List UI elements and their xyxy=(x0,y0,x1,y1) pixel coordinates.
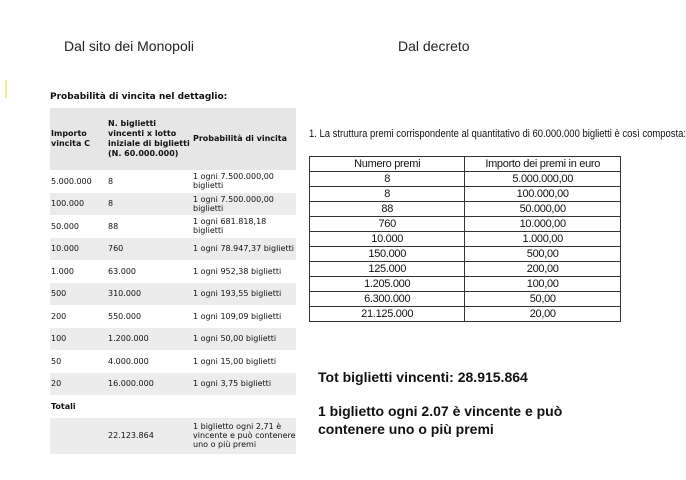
cell: 10.000,00 xyxy=(465,217,621,232)
table-row xyxy=(310,187,621,202)
cell: 50 xyxy=(50,350,107,373)
table-row xyxy=(50,215,296,238)
table-row xyxy=(50,305,296,328)
cell: 1 ogni 78.947,37 biglietti xyxy=(192,238,296,261)
cell: 1.000 xyxy=(50,260,107,283)
column-header: Importo dei premi in euro xyxy=(465,157,621,172)
totals-row xyxy=(50,418,296,454)
cell: 10.000 xyxy=(50,238,107,261)
cell: 1 ogni 7.500.000,00 biglietti xyxy=(192,170,296,193)
cell: 100 xyxy=(50,328,107,351)
cell: 150.000 xyxy=(310,247,465,262)
table-row xyxy=(310,277,621,292)
cell: 1.200.000 xyxy=(107,328,192,351)
table-row xyxy=(50,170,296,193)
cell: 1.205.000 xyxy=(310,277,465,292)
cell: 88 xyxy=(310,202,465,217)
cell: 5.000.000 xyxy=(50,170,107,193)
cell: 1 ogni 681.818,18 biglietti xyxy=(192,215,296,238)
odds-summary-text: 1 biglietto ogni 2.07 è vincente e può contenere uno o più premi xyxy=(318,403,563,437)
cell: 200,00 xyxy=(465,262,621,277)
highlight-mark xyxy=(5,80,7,98)
cell: 50,00 xyxy=(465,292,621,307)
left-header: Dal sito dei Monopoli xyxy=(64,38,194,54)
cell: 21.125.000 xyxy=(310,307,465,322)
cell: 200 xyxy=(50,305,107,328)
cell: 1 ogni 193,55 biglietti xyxy=(192,283,296,306)
cell: 1 ogni 15,00 biglietti xyxy=(192,350,296,373)
totals-label: Totali xyxy=(50,395,296,418)
cell: 50.000,00 xyxy=(465,202,621,217)
column-header: Numero premi xyxy=(310,157,465,172)
cell: 125.000 xyxy=(310,262,465,277)
right-header: Dal decreto xyxy=(398,38,470,54)
monopoli-table xyxy=(50,108,296,454)
cell: 1 ogni 7.500.000,00 biglietti xyxy=(192,193,296,216)
column-header: N. biglietti vincenti x lotto iniziale di biglietti (N. 60.000.000) xyxy=(107,108,192,170)
cell: 500 xyxy=(50,283,107,306)
cell: 8 xyxy=(107,170,192,193)
cell: 6.300.000 xyxy=(310,292,465,307)
cell: 8 xyxy=(107,193,192,216)
cell: 88 xyxy=(107,215,192,238)
table-row xyxy=(310,217,621,232)
table-row xyxy=(50,283,296,306)
cell: 16.000.000 xyxy=(107,373,192,396)
cell: 760 xyxy=(310,217,465,232)
cell: 20,00 xyxy=(465,307,621,322)
cell: 8 xyxy=(310,187,465,202)
table-row xyxy=(310,262,621,277)
cell: 5.000.000,00 xyxy=(465,172,621,187)
table-row xyxy=(310,307,621,322)
table-row xyxy=(310,202,621,217)
cell: 1 biglietto ogni 2,71 è vincente e può contenere uno o più premi xyxy=(192,418,296,454)
table-row xyxy=(50,238,296,261)
cell: 22.123.864 xyxy=(107,418,192,454)
left-table-title: Probabilità di vincita nel dettaglio: xyxy=(50,92,228,102)
cell: 10.000 xyxy=(310,232,465,247)
cell: 20 xyxy=(50,373,107,396)
table-row xyxy=(50,193,296,216)
decree-caption: 1. La struttura premi corrispondente al quantitativo di 60.000.000 biglietti è così composta: xyxy=(309,128,686,140)
table-row xyxy=(310,232,621,247)
cell: 1.000,00 xyxy=(465,232,621,247)
table-row xyxy=(310,172,621,187)
totals-label-row xyxy=(50,395,296,418)
cell: 100,00 xyxy=(465,277,621,292)
cell: 50.000 xyxy=(50,215,107,238)
column-header: Probabilità di vincita xyxy=(192,108,296,170)
column-header: Importo vincita C xyxy=(50,108,107,170)
cell: 1 ogni 50,00 biglietti xyxy=(192,328,296,351)
cell: 1 ogni 109,09 biglietti xyxy=(192,305,296,328)
cell: 500,00 xyxy=(465,247,621,262)
table-row xyxy=(50,328,296,351)
table-row xyxy=(50,350,296,373)
cell: 100.000,00 xyxy=(465,187,621,202)
table-row xyxy=(310,292,621,307)
cell: 63.000 xyxy=(107,260,192,283)
cell: 310.000 xyxy=(107,283,192,306)
total-winners-text: Tot biglietti vincenti: 28.915.864 xyxy=(318,369,528,385)
cell: 8 xyxy=(310,172,465,187)
cell: 4.000.000 xyxy=(107,350,192,373)
table-row xyxy=(50,373,296,396)
cell: 760 xyxy=(107,238,192,261)
cell: 100.000 xyxy=(50,193,107,216)
cell: 550.000 xyxy=(107,305,192,328)
decree-table xyxy=(309,156,621,322)
cell xyxy=(50,418,107,454)
cell: 1 ogni 952,38 biglietti xyxy=(192,260,296,283)
cell: 1 ogni 3,75 biglietti xyxy=(192,373,296,396)
table-row xyxy=(50,260,296,283)
table-row xyxy=(310,247,621,262)
